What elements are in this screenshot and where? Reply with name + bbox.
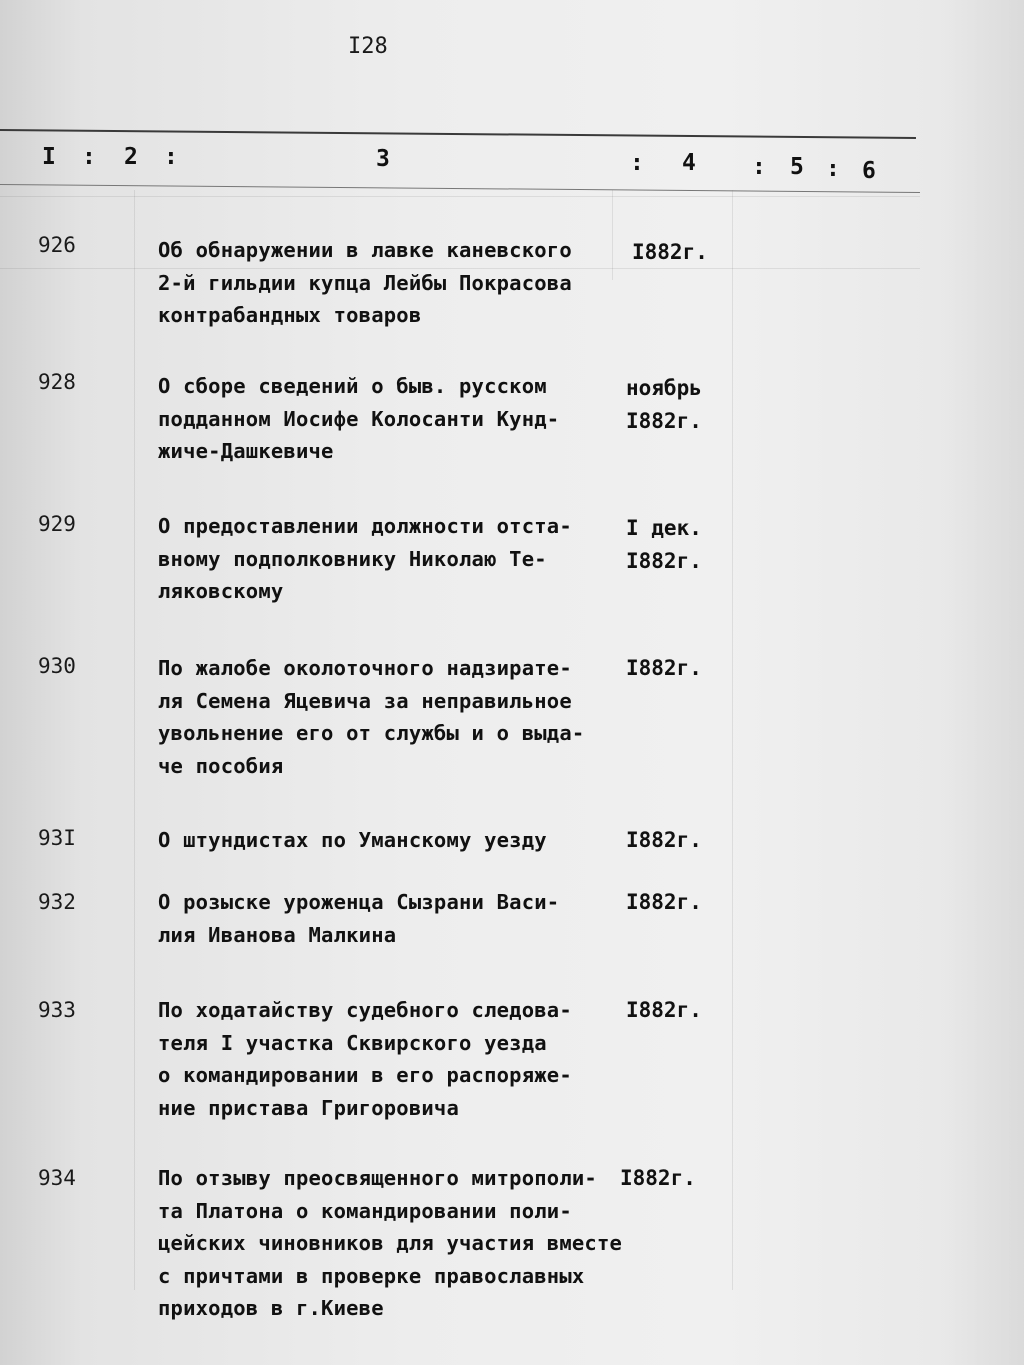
entry-line: вному подполковнику Николаю Те- [158, 546, 547, 571]
entry-number: 934 [38, 1166, 76, 1190]
entry-date [626, 512, 702, 577]
entry-line: че пособия [158, 753, 284, 778]
ghost-rule [0, 196, 920, 197]
entry-line: Об обнаружении в лавке каневского [158, 238, 572, 262]
header-col-4: 4 [682, 150, 696, 176]
entry-date [626, 824, 702, 857]
page-number: I28 [348, 34, 388, 59]
entry-line: О сборе сведений о быв. русском [158, 374, 547, 398]
header-top-rule [0, 129, 916, 139]
header-col-3: 3 [376, 146, 390, 172]
entry-line: увольнение его от службы и о выда- [158, 721, 585, 745]
header-separator: : [752, 154, 766, 180]
entry-number: 926 [38, 233, 76, 257]
entry-date-line: I882г. [626, 998, 702, 1022]
entry-description [158, 652, 658, 782]
header-separator: : [826, 156, 840, 182]
entry-number: 93I [38, 826, 76, 850]
header-col-5: 5 [790, 154, 804, 180]
entry-line: жиче-Дашкевиче [158, 439, 334, 463]
entry-description [158, 510, 658, 608]
header-col-2: 2 [124, 144, 138, 170]
entry-number: 932 [38, 890, 76, 914]
entry-date-line: I882г. [626, 890, 702, 914]
entry-description [158, 824, 658, 857]
entry-description [158, 1162, 658, 1325]
entry-line: По ходатайству судебного следова- [158, 998, 572, 1022]
entry-line: теля I участка Сквирского уезда [158, 1030, 547, 1055]
header-separator: : [164, 144, 178, 170]
entry-line: цейских чиновников для участия вместе [158, 1231, 623, 1255]
entry-date [626, 886, 702, 919]
entry-line: лия Иванова Малкина [158, 922, 397, 947]
entry-line: По жалобе околоточного надзирате- [158, 656, 572, 680]
entry-date [620, 1162, 696, 1195]
entry-date-line: ноябрь [626, 376, 702, 400]
entry-description [158, 994, 658, 1124]
entry-line: та Платона о командировании поли- [158, 1198, 572, 1223]
entry-date [626, 652, 702, 685]
header-col-6: 6 [862, 158, 876, 184]
entry-line: приходов в г.Киеве [158, 1296, 384, 1320]
entry-line: По отзыву преосвященного митрополи- [158, 1166, 597, 1190]
header-separator: : [82, 144, 96, 170]
entry-number: 930 [38, 654, 76, 678]
entry-description [158, 886, 658, 951]
entry-line: О розыске уроженца Сызрани Васи- [158, 890, 560, 914]
entry-line: ля Семена Яцевича за неправильное [158, 688, 572, 713]
entry-date-line: I дек. [626, 516, 702, 540]
entry-line: 2-й гильдии купца Лейбы Покрасова [158, 270, 572, 295]
entry-line: ляковскому [158, 579, 284, 603]
entry-number: 928 [38, 370, 76, 394]
ghost-column-line [134, 190, 135, 1290]
header-bottom-rule [0, 184, 920, 193]
entry-date-line: I882г. [626, 548, 702, 573]
entry-description [158, 234, 658, 332]
entry-line: с причтами в проверке православных [158, 1263, 585, 1288]
entry-number: 929 [38, 512, 76, 536]
entry-date-line: I882г. [620, 1166, 696, 1190]
entry-line: подданном Иосифе Колосанти Кунд- [158, 406, 560, 431]
entry-date [626, 994, 702, 1027]
page-shadow [944, 0, 1024, 1365]
entry-line: контрабандных товаров [158, 303, 422, 327]
entry-date-line: I882г. [626, 408, 702, 433]
header-col-1: I [42, 144, 56, 170]
header-separator: : [630, 150, 644, 176]
entry-line: ние пристава Григоровича [158, 1095, 460, 1120]
entry-line: О штундистах по Уманскому уезду [158, 828, 547, 852]
entry-date [626, 372, 702, 437]
entry-date-line: I882г. [632, 240, 708, 264]
entry-date-line: I882г. [626, 656, 702, 680]
entry-line: о командировании в его распоряже- [158, 1063, 572, 1087]
ghost-column-line [732, 190, 733, 1290]
entry-number: 933 [38, 998, 76, 1022]
entry-line: О предоставлении должности отста- [158, 514, 572, 538]
entry-description [158, 370, 658, 468]
entry-date [632, 236, 708, 269]
entry-date-line: I882г. [626, 828, 702, 852]
